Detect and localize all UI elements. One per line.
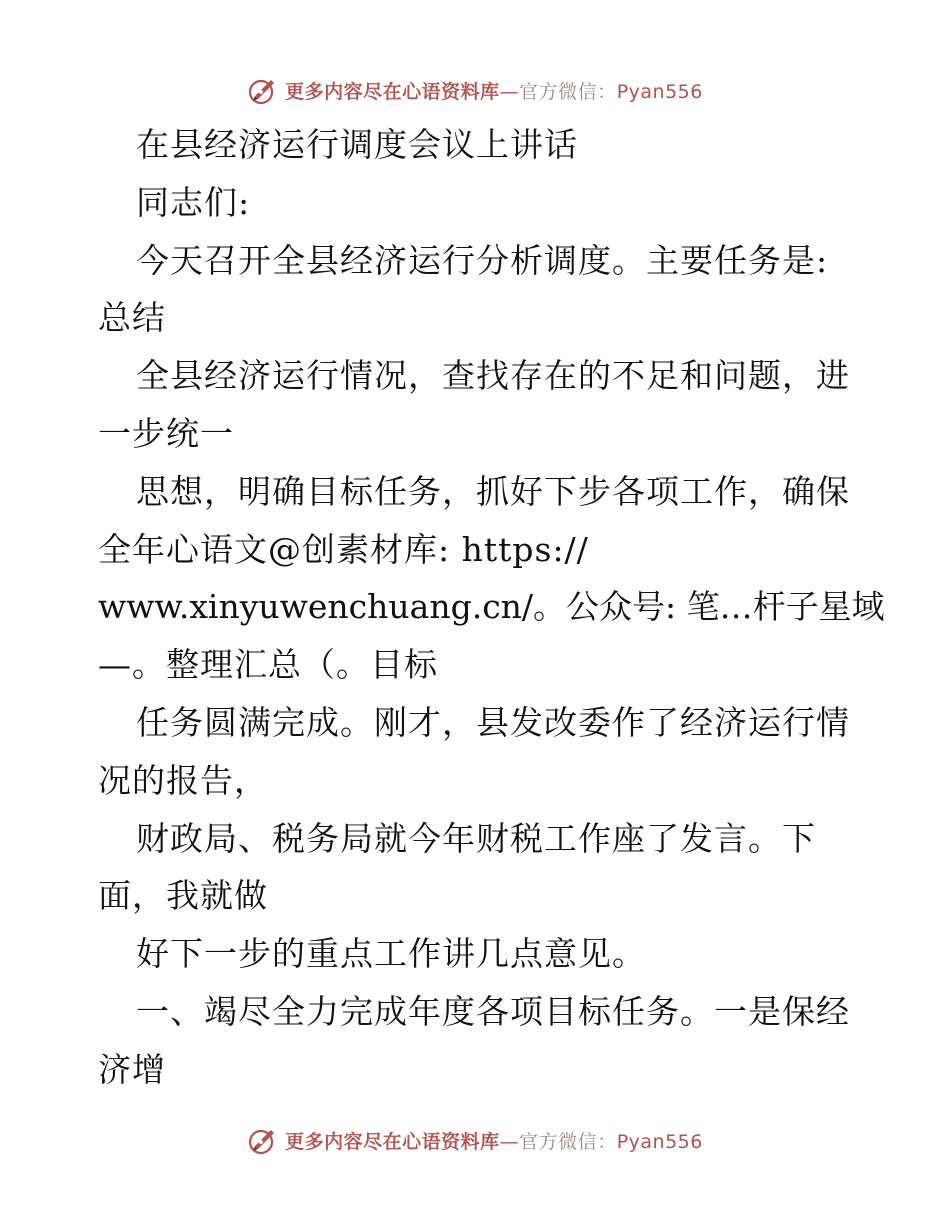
footer-banner	[0, 1120, 950, 1160]
text-line: 一步统一	[98, 413, 234, 453]
speech-body	[98, 116, 885, 1099]
text-line: 况的报告，	[98, 760, 268, 800]
banner-text	[285, 1127, 703, 1154]
text-line: 面，我就做	[98, 876, 268, 916]
text-line: 任务圆满完成。刚才，县发改委作了经济运行情	[136, 702, 850, 742]
text-line: 好下一步的重点工作讲几点意见。	[136, 934, 646, 974]
text-line: 济增	[98, 1049, 166, 1089]
text-line: www.xinyuwenchuang.cn/。公众号: 笔…杆子星域	[98, 587, 885, 627]
banner-main-text: 更多内容尽在心语资料库	[285, 1130, 500, 1153]
quill-pen-logo-icon	[247, 74, 279, 106]
text-line: 同志们:	[136, 182, 251, 222]
text-line: 总结	[98, 298, 166, 338]
banner-wechat-label: 官方微信：	[519, 1130, 617, 1153]
banner-dash: —	[499, 80, 520, 103]
text-line: 今天召开全县经济运行分析调度。主要任务是:	[136, 240, 829, 280]
header-banner	[0, 70, 950, 110]
text-line: —。整理汇总（。目标	[98, 645, 438, 685]
text-line: 全县经济运行情况，查找存在的不足和问题，进	[136, 356, 850, 396]
banner-wechat-id: Pyan556	[616, 1130, 703, 1153]
quill-pen-logo-icon	[247, 1124, 279, 1156]
banner-text	[285, 77, 703, 104]
text-line: 财政局、税务局就今年财税工作座了发言。下	[136, 818, 816, 858]
text-line: 思想，明确目标任务，抓好下步各项工作，确保	[136, 471, 850, 511]
banner-wechat-id: Pyan556	[616, 80, 703, 103]
text-line: 在县经济运行调度会议上讲话	[136, 125, 578, 164]
text-line: 全年心语文@创素材库: https://	[98, 529, 589, 569]
banner-main-text: 更多内容尽在心语资料库	[285, 80, 500, 103]
text-line: 一、竭尽全力完成年度各项目标任务。一是保经	[136, 991, 850, 1031]
banner-wechat-label: 官方微信：	[519, 80, 617, 103]
banner-dash: —	[499, 1130, 520, 1153]
